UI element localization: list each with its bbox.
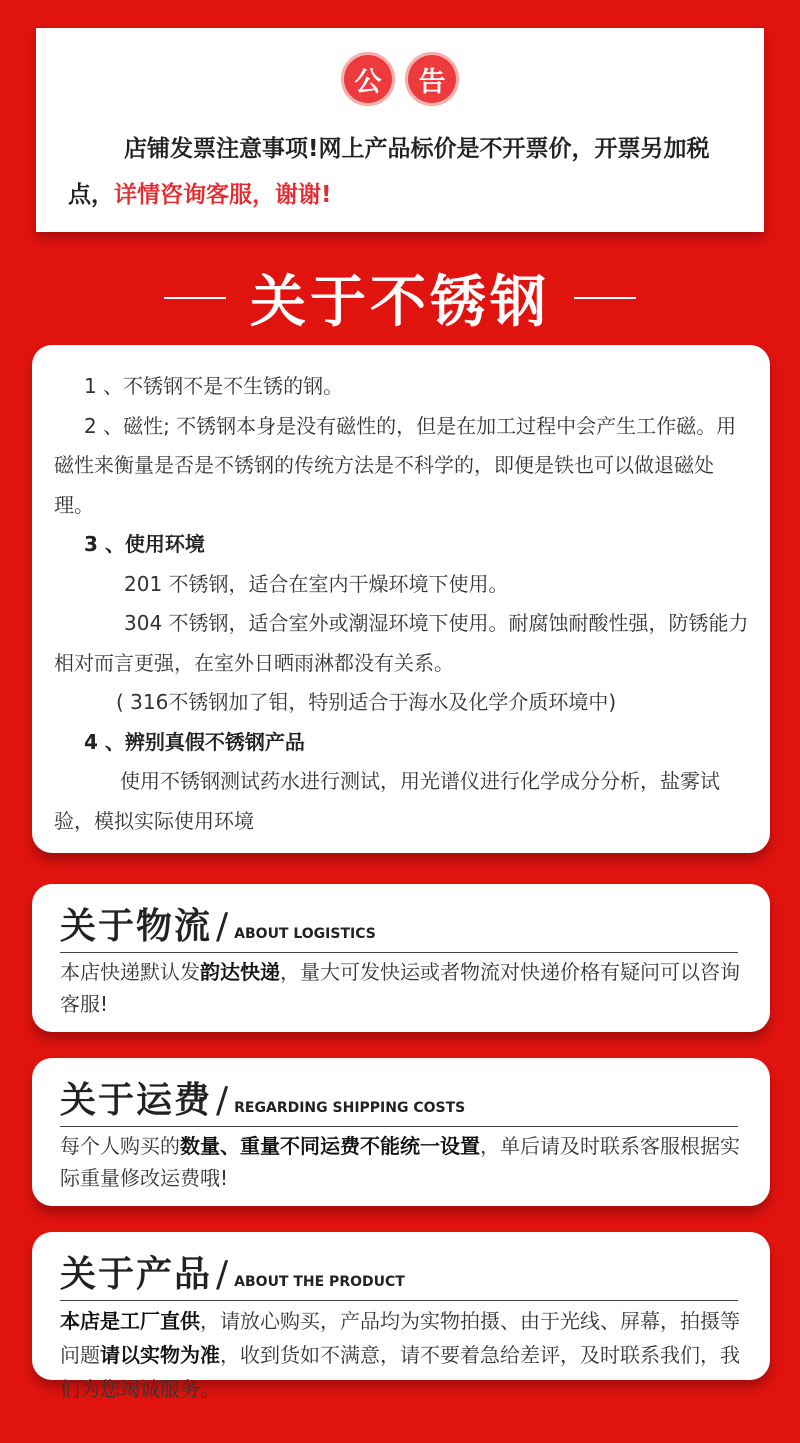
main-title: 关于不锈钢 — [250, 270, 550, 335]
logistics-divider — [60, 952, 738, 953]
notice-text-main: 店铺发票注意事项!网上产品标价是不开票价，开票另加税点， — [68, 136, 710, 208]
logistics-slash: / — [216, 906, 229, 947]
product-title: 关于产品 — [60, 1254, 213, 1295]
stainless-card — [32, 345, 770, 853]
shipping-title: 关于运费 — [60, 1080, 213, 1121]
stainless-heading-4: 4 、辨别真假不锈钢产品 — [84, 729, 305, 754]
notice-badge-2: 告 — [405, 52, 459, 106]
notice-badges — [36, 52, 764, 106]
notice-text — [68, 126, 732, 218]
shipping-card — [32, 1058, 770, 1206]
product-highlight-1: 本店是工厂直供 — [60, 1309, 200, 1333]
product-card — [32, 1232, 770, 1401]
shipping-divider — [60, 1126, 738, 1127]
product-slash: / — [216, 1254, 229, 1295]
shipping-highlight: 数量、重量不同运费不能统一设置 — [180, 1134, 480, 1158]
notice-badge-1: 公 — [341, 52, 395, 106]
notice-box — [36, 28, 764, 232]
title-rule-left — [164, 297, 226, 299]
logistics-text-2: ，量大可发快运或者物流对快递价格有疑问可以咨询客服! — [60, 960, 740, 1016]
title-rule-right — [574, 297, 636, 299]
product-divider — [60, 1300, 738, 1301]
product-highlight-2: 请以实物为准 — [100, 1343, 220, 1367]
product-text — [60, 1304, 750, 1406]
logistics-carrier: 韵达快递 — [200, 960, 280, 984]
product-text-2: ，收到货如不满意，请不要着急给差评，及时联系我们，我们为您竭诚服务。 — [60, 1343, 740, 1401]
shipping-slash: / — [216, 1080, 229, 1121]
logistics-title: 关于物流 — [60, 906, 213, 947]
stainless-point-1: 1 、不锈钢不是不生锈的钢。 — [84, 374, 344, 398]
notice-text-highlight: 详情咨询客服，谢谢! — [114, 182, 332, 208]
logistics-text — [60, 956, 750, 1020]
product-header — [60, 1246, 405, 1297]
stainless-point-2: 2 、磁性; 不锈钢本身是没有磁性的，但是在加工过程中会产生工作磁。用磁性来衡量是否是不锈钢的传统方法是不科学的，即便是铁也可以做退磁处理。 — [54, 413, 737, 517]
product-text-1: ，请放心购买，产品均为实物拍摄、由于光线、屏幕，拍摄等问题 — [60, 1309, 740, 1367]
main-title-bar — [0, 258, 800, 338]
shipping-subtitle: REGARDING SHIPPING COSTS — [234, 1100, 466, 1116]
stainless-body — [54, 367, 752, 841]
product-subtitle: ABOUT THE PRODUCT — [234, 1274, 405, 1290]
shipping-header — [60, 1072, 465, 1123]
logistics-header — [60, 898, 376, 949]
logistics-text-1: 本店快递默认发 — [60, 960, 200, 984]
logistics-card — [32, 884, 770, 1032]
logistics-subtitle: ABOUT LOGISTICS — [234, 926, 376, 942]
stainless-316: ( 316不锈钢加了钼，特别适合于海水及化学介质环境中) — [116, 690, 617, 714]
stainless-201: 201 不锈钢，适合在室内干燥环境下使用。 — [124, 571, 509, 596]
stainless-304: 304 不锈钢，适合室外或潮湿环境下使用。耐腐蚀耐酸性强，防锈能力相对而言更强，在室外日晒雨淋都没有关系。 — [54, 611, 749, 675]
shipping-text — [60, 1130, 750, 1194]
shipping-text-2: ，单后请及时联系客服根据实际重量修改运费哦! — [60, 1134, 740, 1190]
shipping-text-1: 每个人购买的 — [60, 1134, 180, 1158]
stainless-point-4: 使用不锈钢测试药水进行测试，用光谱仪进行化学成分分析，盐雾试验，模拟实际使用环境 — [54, 769, 720, 833]
stainless-heading-3: 3 、使用环境 — [84, 532, 205, 556]
